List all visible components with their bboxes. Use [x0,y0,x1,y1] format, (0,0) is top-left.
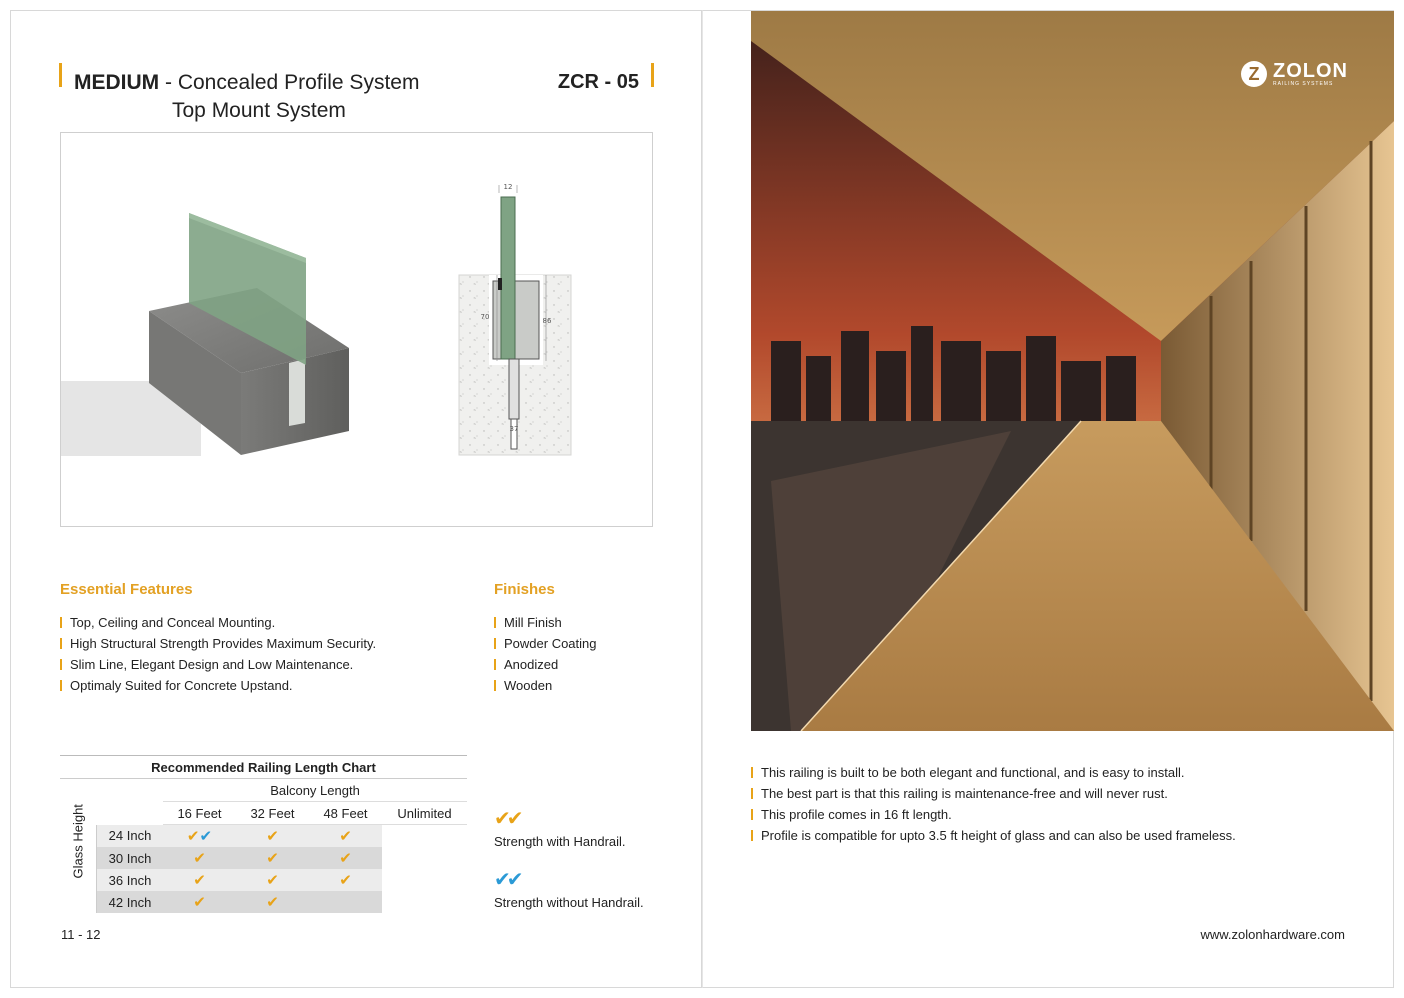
section-drawing [459,183,571,455]
tick-handrail-icon: ✔ [339,828,352,845]
table-title: Recommended Railing Length Chart [60,756,467,779]
feature-item: High Structural Strength Provides Maximum Security. [60,633,376,654]
railing-length-table [60,755,467,913]
zolon-logo-icon: Z [1241,61,1267,87]
tick-handrail-icon: ✔ [339,872,352,889]
page-number: 11 - 12 [61,927,101,942]
notes-list [751,762,1236,846]
dim-label-bottom: 37 [509,425,519,433]
column-header: 32 Feet [236,802,309,825]
table-cell [163,869,236,891]
tick-handrail-icon: ✔ [266,872,279,889]
feature-item: Top, Ceiling and Conceal Mounting. [60,612,376,633]
table-cell [236,825,309,848]
tick-handrail-icon: ✔ [193,872,206,889]
legend-with-handrail [494,808,626,849]
table-cell [309,869,382,891]
table-group-header: Balcony Length [163,779,467,802]
table-cell [236,891,309,913]
table-cell [236,847,309,869]
table-row [60,825,467,848]
column-header: 48 Feet [309,802,382,825]
tick-handrail-icon: ✔ [193,850,206,867]
table-cell [382,847,467,869]
right-page [702,10,1394,988]
finish-item: Mill Finish [494,612,597,633]
features-heading: Essential Features [60,581,193,598]
product-figure [60,132,653,527]
table-row [60,869,467,891]
brand-name: ZOLON [1273,60,1348,82]
page-subtitle: Top Mount System [172,99,346,122]
row-label: 42 Inch [108,894,152,910]
table-cell [309,847,382,869]
row-axis-label: Glass Height [70,804,86,879]
tick-handrail-icon: ✔ [266,850,279,867]
finishes-list [494,612,597,696]
code-accent-bar [651,63,654,87]
table-cell [236,869,309,891]
tick-handrail-icon: ✔ [186,828,200,845]
feature-item: Slim Line, Elegant Design and Low Maintenance. [60,654,376,675]
table-cell [309,825,382,848]
tick-no-handrail-icon: ✔ [199,828,213,845]
column-header: 16 Feet [163,802,236,825]
brand-tagline: RAILING SYSTEMS [1273,81,1334,87]
table-cell [382,891,467,913]
table-cell [163,825,236,848]
dim-label-right: 86 [542,317,552,325]
tick-handrail-icon: ✔ [266,828,279,845]
legend-without-handrail [494,869,644,910]
balcony-photo [751,11,1394,731]
finish-item: Powder Coating [494,633,597,654]
aluminium-channel [289,359,305,426]
table-cell [382,825,467,848]
double-tick-blue-icon: ✔✔ [494,869,520,891]
double-tick-yellow-icon: ✔✔ [494,808,520,830]
note-item: This profile comes in 16 ft length. [751,804,1236,825]
website-url: www.zolonhardware.com [1200,927,1345,942]
tick-handrail-icon: ✔ [339,850,352,867]
page-title: MEDIUM - Concealed Profile System [74,71,420,94]
left-page [10,10,702,988]
product-code: ZCR - 05 [557,71,639,93]
table-row [60,891,467,913]
row-label: 36 Inch [108,872,152,888]
tick-handrail-icon: ✔ [193,894,206,911]
railing-illustration [61,133,653,527]
balcony-scene [751,11,1394,731]
note-item: This railing is built to be both elegant and functional, and is easy to install. [751,762,1236,783]
legend-label: Strength without Handrail. [494,895,644,910]
table-cell [163,847,236,869]
finishes-heading: Finishes [494,581,555,598]
legend-label: Strength with Handrail. [494,834,626,849]
finish-item: Wooden [494,675,597,696]
brand-logo [1241,61,1348,87]
table-cell [163,891,236,913]
note-item: Profile is compatible for upto 3.5 ft height of glass and can also be used frameless. [751,825,1236,846]
row-label: 24 Inch [108,828,152,844]
dim-label-top: 12 [503,183,513,191]
row-label: 30 Inch [108,850,152,866]
tick-handrail-icon: ✔ [266,894,279,911]
table-cell [309,891,382,913]
features-list [60,612,376,696]
table-row [60,847,467,869]
dim-label-left: 70 [480,313,490,321]
feature-item: Optimaly Suited for Concrete Upstand. [60,675,376,696]
column-header: Unlimited [382,802,467,825]
table-cell [382,869,467,891]
finish-item: Anodized [494,654,597,675]
note-item: The best part is that this railing is maintenance-free and will never rust. [751,783,1236,804]
title-accent-bar [59,63,62,87]
